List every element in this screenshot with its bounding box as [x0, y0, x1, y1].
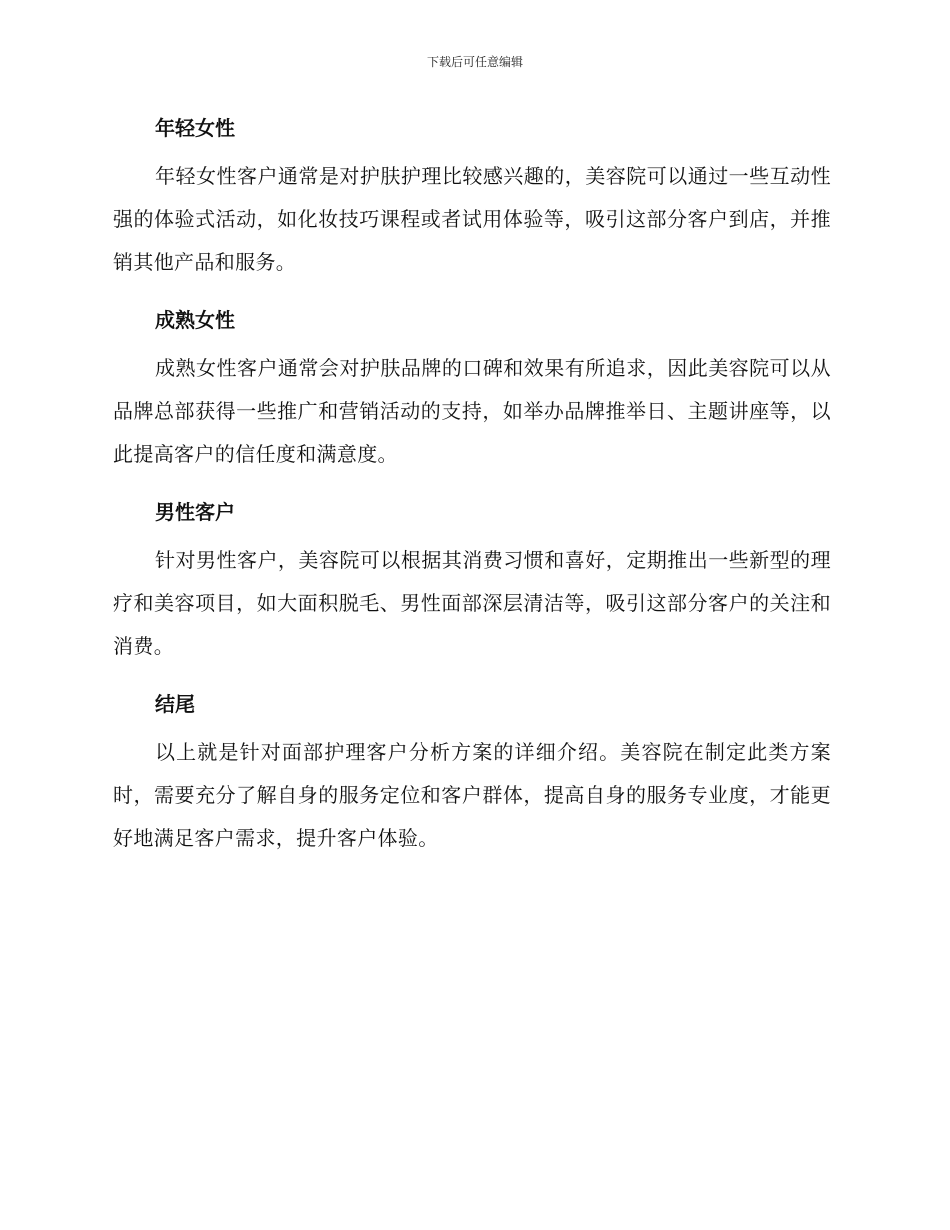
section-conclusion: [113, 684, 831, 860]
section-heading: 男性客户: [155, 500, 235, 524]
section-paragraph: 年轻女性客户通常是对护肤护理比较感兴趣的，美容院可以通过一些互动性强的体验式活动，如化妆技巧课程或者试用体验等，吸引这部分客户到店，并推销其他产品和服务。: [113, 164, 831, 274]
section-young-women: [113, 108, 831, 284]
section-mature-women: [113, 300, 831, 476]
document-body: [113, 108, 831, 876]
section-paragraph: 以上就是针对面部护理客户分析方案的详细介绍。美容院在制定此类方案时，需要充分了解自身的服务定位和客户群体，提高自身的服务专业度，才能更好地满足客户需求，提升客户体验。: [113, 740, 831, 850]
section-heading: 成熟女性: [155, 308, 235, 332]
section-heading: 年轻女性: [155, 116, 235, 140]
section-heading: 结尾: [155, 692, 195, 716]
section-paragraph: 针对男性客户，美容院可以根据其消费习惯和喜好，定期推出一些新型的理疗和美容项目，如大面积脱毛、男性面部深层清洁等，吸引这部分客户的关注和消费。: [113, 548, 831, 658]
page-header: 下载后可任意编辑: [426, 55, 523, 69]
section-male-customers: [113, 492, 831, 668]
section-paragraph: 成熟女性客户通常会对护肤品牌的口碑和效果有所追求，因此美容院可以从品牌总部获得一些推广和营销活动的支持，如举办品牌推举日、主题讲座等，以此提高客户的信任度和满意度。: [113, 356, 831, 466]
